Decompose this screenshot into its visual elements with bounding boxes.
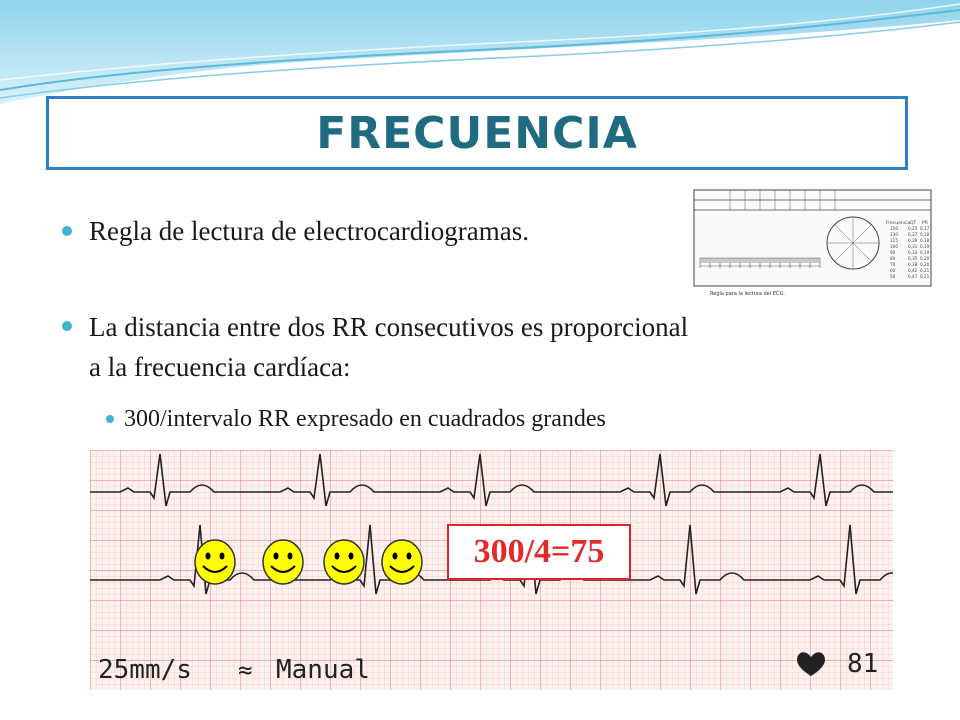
smiley-icon <box>193 538 237 586</box>
bullet-rr-line2: a la frecuencia cardíaca: <box>89 352 351 382</box>
smiley-icon <box>322 538 366 586</box>
ruler-cell: 0,38 <box>908 262 918 267</box>
ruler-cell: 150 <box>890 226 898 231</box>
ruler-cell: 100 <box>890 244 898 249</box>
ruler-cell: 60 <box>890 268 896 273</box>
bullet-rr-line1: La distancia entre dos RR consecutivos es proporcional <box>89 312 689 342</box>
ruler-cell: 0,35 <box>908 256 918 261</box>
bullet-ruler: Regla de lectura de electrocardiogramas. <box>89 216 530 246</box>
ruler-cell: 0,18 <box>920 238 930 243</box>
ruler-cell: 0,42 <box>908 268 918 273</box>
ecg-speed-label: 25mm/s <box>98 655 192 685</box>
slide-title-box <box>46 96 908 170</box>
ruler-cell: 0,18 <box>920 232 930 237</box>
ruler-cell: 90 <box>890 250 896 255</box>
ruler-cell: 0,25 <box>908 226 918 231</box>
ruler-cell: 0,17 <box>920 226 930 231</box>
ruler-header-frecuencia: Frecuencia <box>886 221 911 226</box>
ruler-cell: 0,29 <box>908 238 918 243</box>
ruler-cell: 0,19 <box>920 250 930 255</box>
ruler-cell: 0,20 <box>920 256 930 261</box>
ruler-header-qt: QT <box>910 221 917 226</box>
header-waves-decoration <box>0 0 960 110</box>
ruler-cell: 0,21 <box>920 274 930 279</box>
ruler-cell: 70 <box>890 262 896 267</box>
ecg-ruler-image <box>690 188 935 300</box>
bullet-dot-icon <box>62 321 72 331</box>
ruler-cell: 0,33 <box>908 250 918 255</box>
rate-calculation-text: 300/4=75 <box>473 533 605 570</box>
sub-bullet-formula: 300/intervalo RR expresado en cuadrados grandes <box>124 406 606 432</box>
ruler-cell: 0,47 <box>908 274 918 279</box>
ruler-cell: 0,20 <box>920 262 930 267</box>
ruler-cell: 50 <box>890 274 896 279</box>
slide-title: FRECUENCIA <box>316 107 638 159</box>
rate-calculation-box <box>447 524 631 580</box>
smiley-icon <box>261 538 305 586</box>
ruler-cell: 0,31 <box>908 244 918 249</box>
ruler-cell: 80 <box>890 256 896 261</box>
ruler-cell: 0,19 <box>920 244 930 249</box>
ruler-cell: 130 <box>890 232 898 237</box>
ecg-heart-rate: 81 <box>847 649 879 679</box>
ecg-filter-icon: ≈ <box>238 656 253 684</box>
ecg-mode-label: Manual <box>276 655 370 685</box>
ruler-cell: 0,21 <box>920 268 930 273</box>
smiley-icon <box>380 538 424 586</box>
ruler-caption: Regla para la lectura del ECG. <box>710 291 785 297</box>
ruler-cell: 115 <box>890 238 898 243</box>
bullet-dot-icon <box>62 226 72 236</box>
ruler-cell: 0,27 <box>908 232 918 237</box>
ruler-header-pr: PR <box>922 221 928 226</box>
sub-bullet-dot-icon <box>106 415 114 423</box>
